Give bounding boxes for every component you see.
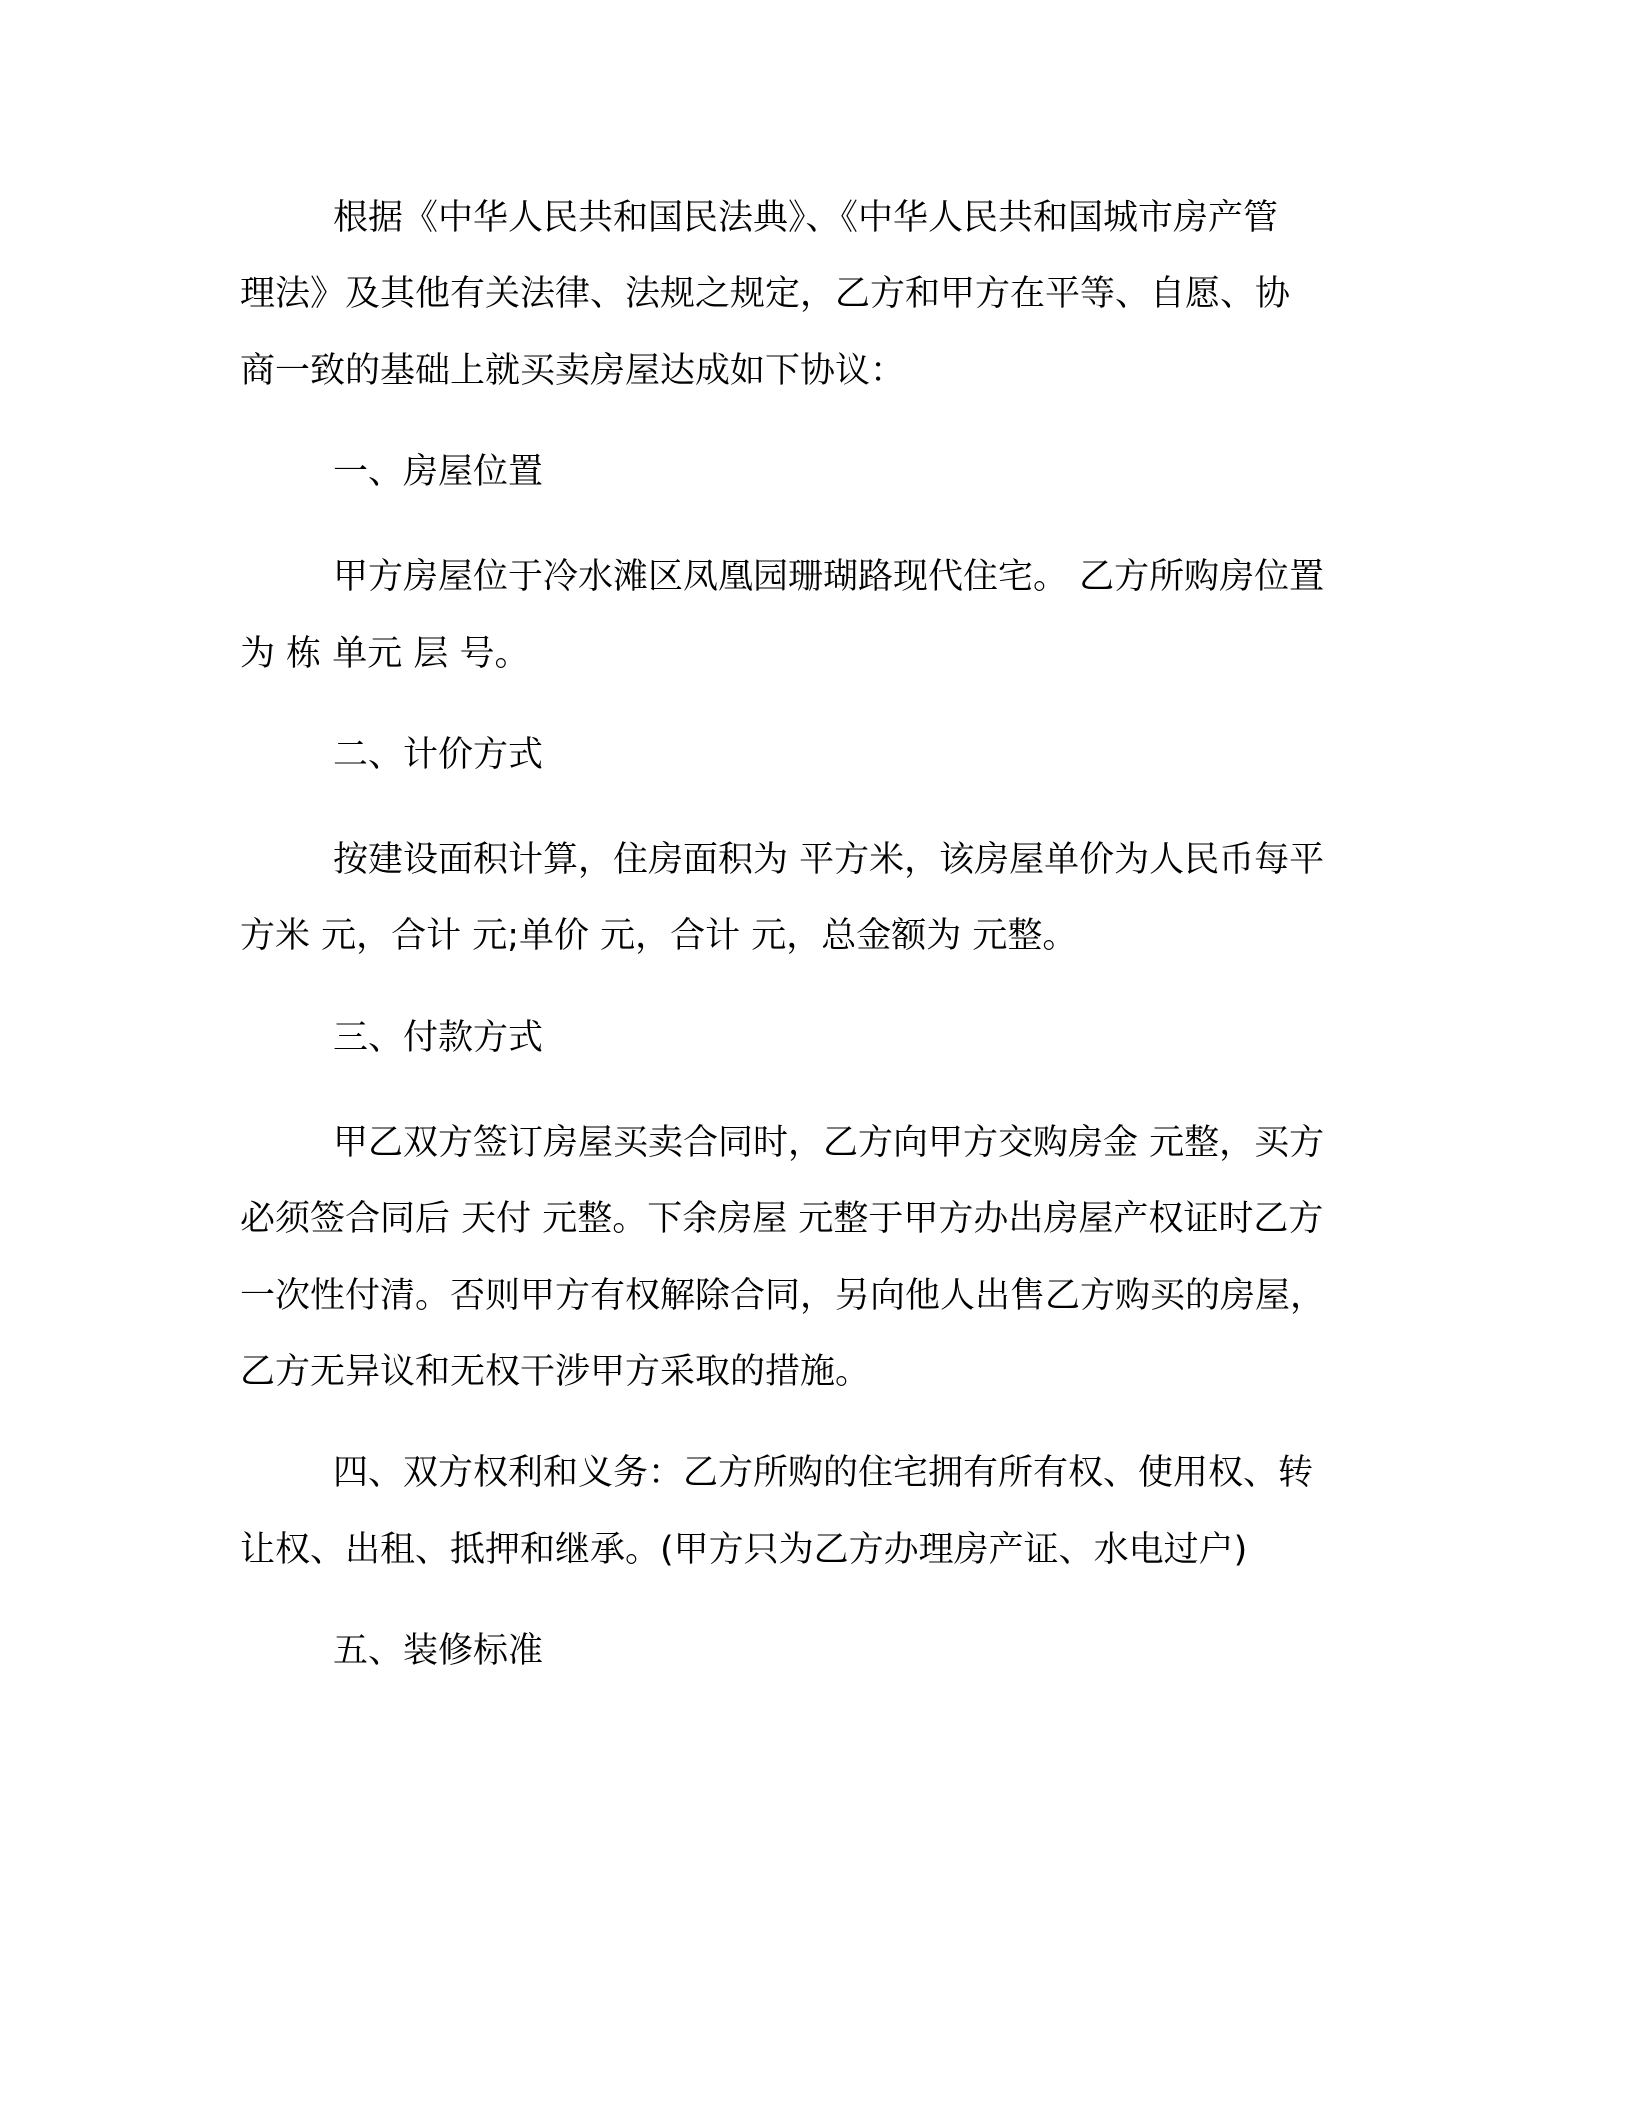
paragraph-rights-line-2: 让权、出租、抵押和继承。(甲方只为乙方办理房产证、水电过户) [240,1530,1248,1570]
section-heading-payment: 三、付款方式 [333,1018,544,1058]
paragraph-location-line-1: 甲方房屋位于冷水滩区凤凰园珊瑚路现代住宅。 乙方所购房位置 [333,557,1325,597]
paragraph-payment-line-1: 甲乙双方签订房屋买卖合同时，乙方向甲方交购房金 元整，买方 [333,1123,1325,1163]
paragraph-location-line-2: 为 栋 单元 层 号。 [240,634,530,674]
section-heading-decoration: 五、装修标准 [333,1631,544,1671]
section-heading-location: 一、房屋位置 [333,452,544,492]
paragraph-payment-line-3: 一次性付清。否则甲方有权解除合同，另向他人出售乙方购买的房屋， [240,1276,1326,1316]
paragraph-intro-line-1: 根据《中华人民共和国民法典》、《中华人民共和国城市房产管 [333,198,1279,238]
paragraph-payment-line-4: 乙方无异议和无权干涉甲方采取的措施。 [240,1352,871,1392]
paragraph-payment-line-2: 必须签合同后 天付 元整。下余房屋 元整于甲方办出房屋产权证时乙方 [240,1199,1324,1239]
paragraph-pricing-line-1: 按建设面积计算，住房面积为 平方米，该房屋单价为人民币每平 [333,840,1325,880]
paragraph-pricing-line-2: 方米 元，合计 元;单价 元，合计 元，总金额为 元整。 [240,916,1078,956]
paragraph-rights-line-1: 四、双方权利和义务：乙方所购的住宅拥有所有权、使用权、转 [333,1453,1314,1493]
paragraph-intro-line-3: 商一致的基础上就买卖房屋达成如下协议： [240,351,906,391]
paragraph-intro-line-2: 理法》及其他有关法律、法规之规定，乙方和甲方在平等、自愿、协 [240,274,1291,314]
section-heading-pricing: 二、计价方式 [333,735,544,775]
